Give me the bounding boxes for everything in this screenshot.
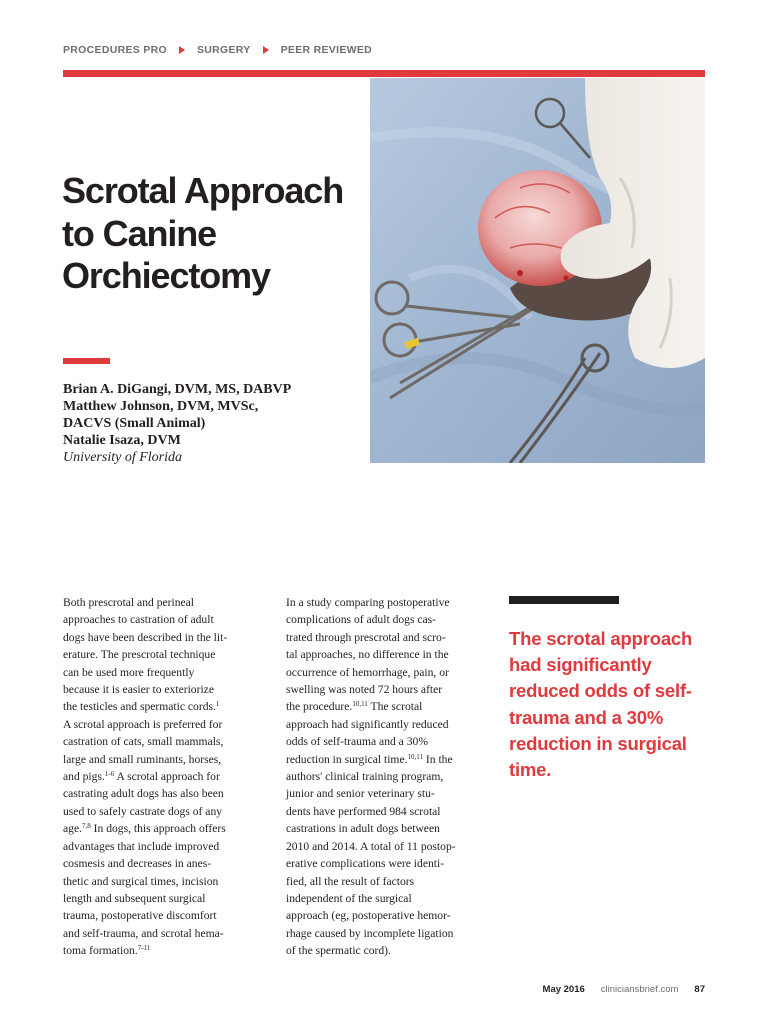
author-line: DACVS (Small Animal) [63,416,206,431]
citation-ref: 7-11 [137,944,151,953]
text-line: dents have performed 984 scrotal [286,804,441,818]
text-line: fied, all the result of factors [286,874,415,888]
text-line: because it is easier to exteriorize [63,683,214,697]
text-line: and self-trauma, and scrotal hema- [63,926,224,940]
text-line: complications of adult dogs cas- [286,613,437,627]
citation-ref: 10,11 [407,752,423,761]
text-line: trauma, postoperative discomfort [63,909,217,923]
breadcrumb-procedures-pro[interactable]: PROCEDURES PRO [63,44,167,56]
text-line: toma formation.$^{7-11}$ [63,944,151,958]
text-line: erature. The prescrotal technique [63,648,216,662]
breadcrumb-peer-reviewed[interactable]: PEER REVIEWED [280,44,373,56]
text-line: of the spermatic cord). [286,944,391,958]
author-line: Natalie Isaza, DVM [63,433,181,448]
body-column-1 [63,594,261,960]
text-line: tal approaches, no difference in the [286,648,449,662]
text-line: In a study comparing postoperative [286,596,450,609]
footer-site-link[interactable]: cliniciansbrief.com [600,984,679,995]
text-line: used to safely castrate dogs of any [63,804,223,818]
citation-ref: 7,8 [82,822,91,831]
text-line: authors' clinical training program, [286,770,444,784]
text-line: thetic and surgical times, incision [63,874,219,888]
text-line: and pigs.$^{1-6}$ A scrotal approach for [63,770,220,784]
text-line: 2010 and 2014. A total of 11 postop- [286,839,456,853]
author-block [63,381,353,466]
text-line: rhage caused by incomplete ligation [286,926,454,940]
text-line: castrating adult dogs has also been [63,787,224,801]
author-line: Brian A. DiGangi, DVM, MS, DABVP [63,382,292,397]
text-line: dogs have been described in the lit- [63,630,228,644]
text-line: large and small ruminants, horses, [63,752,222,766]
surgical-photo [370,78,705,463]
citation-ref: 1-6 [104,770,115,779]
text-line: the procedure.$^{10,11}$ The scrotal [286,700,423,714]
text-line: odds of self-trauma and a 30% [286,735,428,749]
text-line: independent of the surgical [286,891,412,905]
pull-quote-rule [509,596,619,604]
author-line: Matthew Johnson, DVM, MVSc, [63,399,259,414]
header-rule [63,70,705,77]
text-line: the testicles and spermatic cords.$^1$ [63,700,220,714]
text-line: approaches to castration of adult [63,613,214,627]
text-line: cosmesis and decreases in anes- [63,857,212,871]
text-line: Both prescrotal and perineal [63,596,195,609]
breadcrumb [63,44,372,56]
text-line: swelling was noted 72 hours after [286,683,443,697]
text-line: reduction in surgical time.$^{10,11}$ In the [286,752,453,766]
article-title: Scrotal Approach to Canine Orchiectomy [62,170,344,296]
text-line: erative complications were identi- [286,857,445,871]
text-line: advantages that include improved [63,839,220,853]
footer-date: May 2016 [542,984,585,995]
citation-ref: 1 [215,700,220,709]
page-number: 87 [694,984,705,995]
text-line: age.$^{7,8}$ In dogs, this approach offers [63,822,226,836]
text-line: trated through prescrotal and scro- [286,630,446,644]
citation-ref: 10,11 [352,700,368,709]
text-line: length and subsequent surgical [63,891,206,905]
triangle-right-icon [263,46,269,54]
page-footer [543,984,705,995]
text-line: approach (eg, postoperative hemor- [286,909,451,923]
breadcrumb-surgery[interactable]: SURGERY [196,44,251,56]
pull-quote: The scrotal approach had significantly reduced odds of self-trauma and a 30% reduction in surgical time. [509,628,693,781]
body-column-2 [286,594,486,960]
text-line: occurrence of hemorrhage, pain, or [286,665,449,679]
text-line: can be used more frequently [63,665,195,679]
text-line: castrations in adult dogs between [286,822,440,836]
triangle-right-icon [179,46,185,54]
title-accent-rule [63,358,110,364]
author-affiliation: University of Florida [63,450,182,465]
text-line: A scrotal approach is preferred for [63,717,223,731]
text-line: castration of cats, small mammals, [63,735,224,749]
text-line: junior and senior veterinary stu- [286,787,435,801]
text-line: approach had significantly reduced [286,717,449,731]
